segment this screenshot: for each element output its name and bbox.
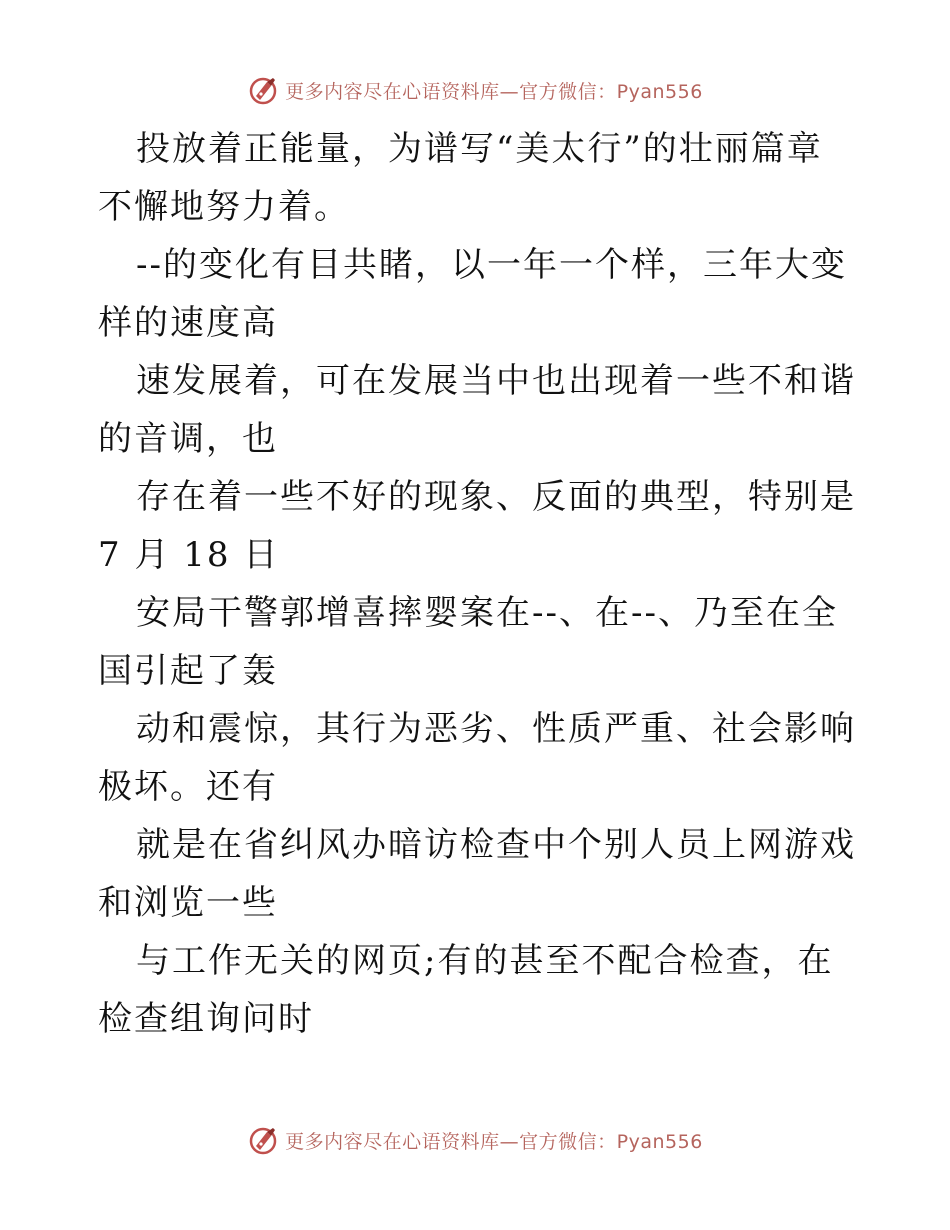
pen-nib-logo-icon (247, 74, 279, 106)
banner-text: 更多内容尽在心语资料库—官方微信：Pyan556 (285, 80, 703, 103)
paragraph: 与工作无关的网页;有的甚至不配合检查，在检查组询问时 (98, 941, 834, 1039)
paragraph: 动和震惊，其行为恶劣、性质严重、社会影响极坏。还有 (98, 709, 856, 807)
paragraph: 就是在省纠风办暗访检查中个别人员上网游戏和浏览一些 (98, 825, 856, 923)
paragraph: 投放着正能量，为谱写“美太行”的壮丽篇章不懈地努力着。 (98, 129, 823, 227)
banner-text: 更多内容尽在心语资料库—官方微信：Pyan556 (285, 1130, 703, 1153)
paragraph: 安局干警郭增喜摔婴案在--、在--、乃至在全国引起了轰 (98, 593, 838, 691)
paragraph: 存在着一些不好的现象、反面的典型，特别是 7 月 18 日 (98, 477, 856, 575)
pen-nib-logo-icon (247, 1124, 279, 1156)
paragraph: 速发展着，可在发展当中也出现着一些不和谐的音调，也 (98, 361, 856, 459)
paragraph: --的变化有目共睹，以一年一个样，三年大变样的速度高 (98, 245, 847, 343)
document-body (98, 120, 858, 1048)
header-banner (0, 70, 950, 110)
footer-banner (0, 1120, 950, 1160)
